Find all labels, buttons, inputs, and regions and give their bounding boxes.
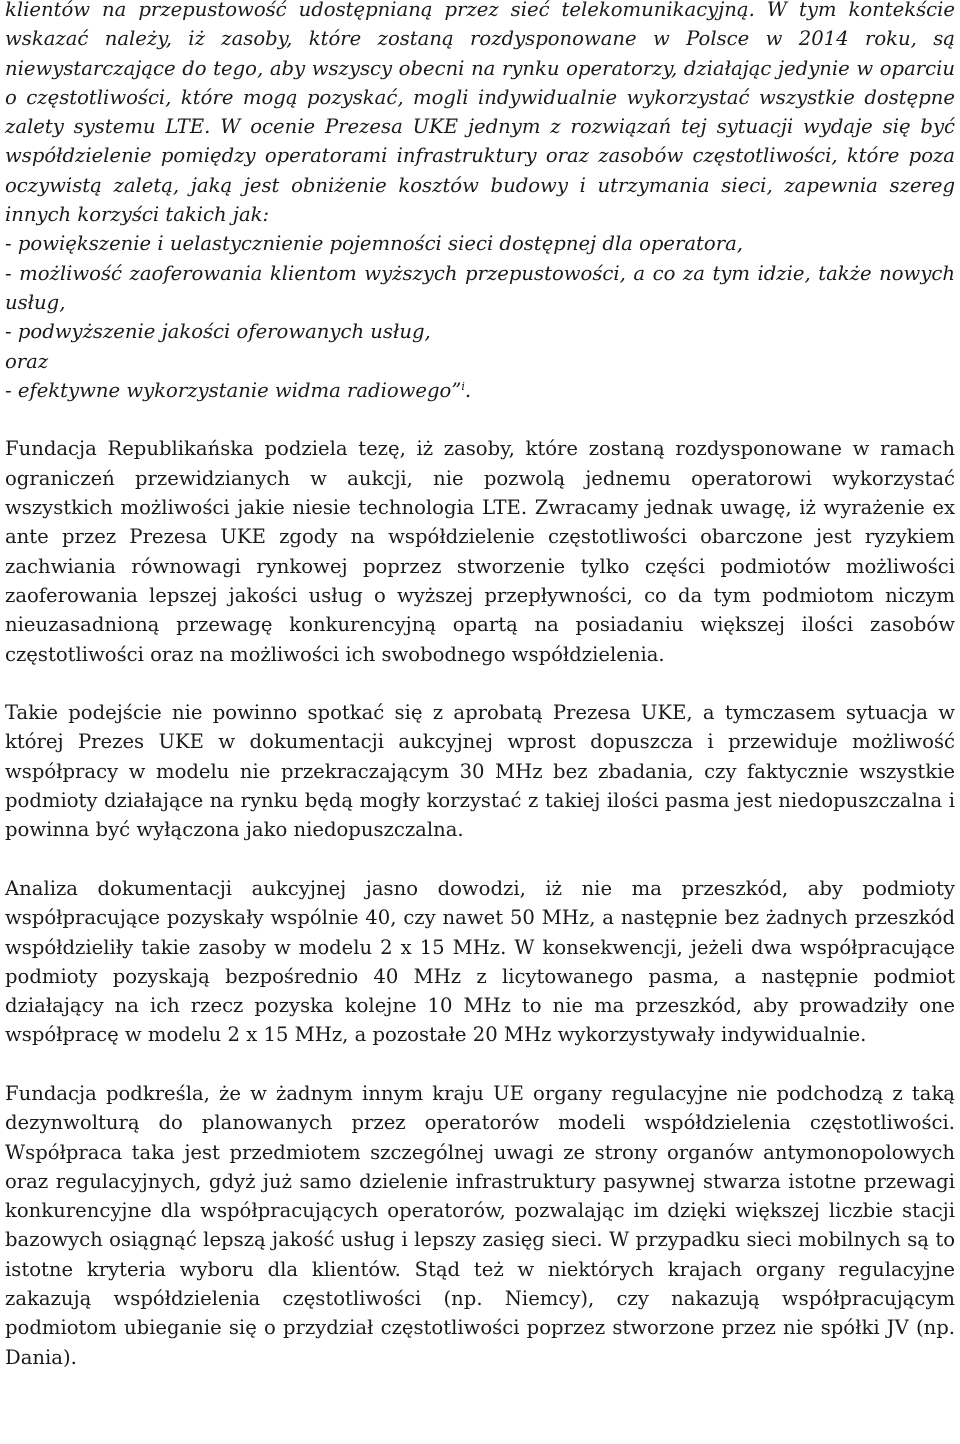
body-paragraph: Takie podejście nie powinno spotkać się z aprobatą Prezesa UKE, a tymczasem sytuacja w której Prezes UKE w dokumentacji aukcyjnej wprost dopuszcza i przewiduje możliwość współpracy w modelu nie przekraczającym 30 MHz bez zbadania, czy faktycznie wszystkie podmioty działające na rynku będą mogły korzystać z takiej ilości pasma jest niedopuszczalna i powinna być wyłączona jako niedopuszczalna.	[5, 701, 955, 842]
quote-bullet: - możliwość zaoferowania klientom wyższych przepustowości, a co za tym idzie, także nowych usług,	[5, 261, 955, 314]
quote-bullet: - podwyższenie jakości oferowanych usług,	[5, 320, 431, 344]
footnote-marker[interactable]: i	[461, 379, 465, 393]
quote-last-bullet	[5, 376, 955, 405]
document-page	[5, 0, 955, 1372]
quote-connector: oraz	[5, 349, 49, 373]
body-paragraph: Analiza dokumentacji aukcyjnej jasno dowodzi, iż nie ma przeszkód, aby podmioty współpracujące pozyskały wspólnie 40, czy nawet 50 MHz, a następnie bez żadnych przeszkód współdzieliły takie zasoby w modelu 2 x 15 MHz. W konsekwencji, jeżeli dwa współpracujące podmioty pozyskają bezpośrednio 40 MHz z licytowanego pasma, a następnie podmiot działający na ich rzecz pozyska kolejne 10 MHz to nie ma przeszkód, aby prowadziły one współpracę w modelu 2 x 15 MHz, a pozostałe 20 MHz wykorzystywały indywidualnie.	[5, 876, 955, 1047]
body-paragraph: Fundacja Republikańska podziela tezę, iż zasoby, które zostaną rozdysponowane w ramach ograniczeń przewidzianych w aukcji, nie pozwolą jednemu operatorowi wykorzystać wszystkich możliwości jakie niesie technologia LTE. Zwracamy jednak uwagę, iż wyrażenie ex ante przez Prezesa UKE zgody na współdzielenie częstotliwości obarczone jest ryzykiem zachwiania równowagi rynkowej poprzez stworzenie tylko części podmiotów możliwości zaoferowania lepszej jakości usług o wyższej przepływności, co da tym podmiotom niczym nieuzasadnioną przewagę konkurencyjną opartą na posiadaniu większej ilości zasobów częstotliwości oraz na możliwości ich swobodnego współdzielenia.	[5, 437, 955, 666]
quote-end-punctuation: .	[464, 378, 472, 402]
quote-lead-text: klientów na przepustowość udostępnianą przez sieć telekomunikacyjną. W tym kontekście wskazać należy, iż zasoby, które zostaną rozdysponowane w Polsce w 2014 roku, są niewystarczające do tego, aby wszyscy obecni na rynku operatorzy, działając jedynie w oparciu o częstotliwości, które mogą pozyskać, mogli indywidualnie wykorzystać wszystkie dostępne zalety systemu LTE. W ocenie Prezesa UKE jednym z rozwiązań tej sytuacji wydaje się być współdzielenie pomiędzy operatorami infrastruktury oraz zasobów częstotliwości, które poza oczywistą zaletą, jaką jest obniżenie kosztów budowy i utrzymania sieci, zapewnia szereg innych korzyści takich jak:	[5, 0, 955, 227]
paragraph-spacer	[5, 845, 955, 874]
quote-bullet: - powiększenie i uelastycznienie pojemności sieci dostępnej dla operatora,	[5, 232, 744, 256]
paragraph-spacer	[5, 1050, 955, 1079]
body-paragraph: Fundacja podkreśla, że w żadnym innym kraju UE organy regulacyjne nie podchodzą z taką dezynwolturą do planowanych przez operatorów modeli współdzielenia częstotliwości. Współpraca taka jest przedmiotem szczególnej uwagi ze strony organów antymonopolowych oraz regulacyjnych, gdyż już samo dzielenie infrastruktury pasywnej stwarza istotne przewagi konkurencyjne dla współpracujących operatorów, pozwalając im dzięki większej liczbie stacji bazowych osiągnąć lepszą jakość usług i lepszy zasięg sieci. W przypadku sieci mobilnych są to istotne kryteria wyboru dla klientów. Stąd też w niektórych krajach organy regulacyjne zakazują współdzielenia częstotliwości (np. Niemcy), czy nakazują współpracującym podmiotom ubieganie się o przydział częstotliwości poprzez stworzone przez nie spółki JV (np. Dania).	[5, 1081, 955, 1369]
quoted-passage	[5, 0, 955, 405]
paragraph-spacer	[5, 405, 955, 434]
quote-last-bullet-text: - efektywne wykorzystanie widma radiowego”	[5, 378, 462, 402]
paragraph-spacer	[5, 669, 955, 698]
